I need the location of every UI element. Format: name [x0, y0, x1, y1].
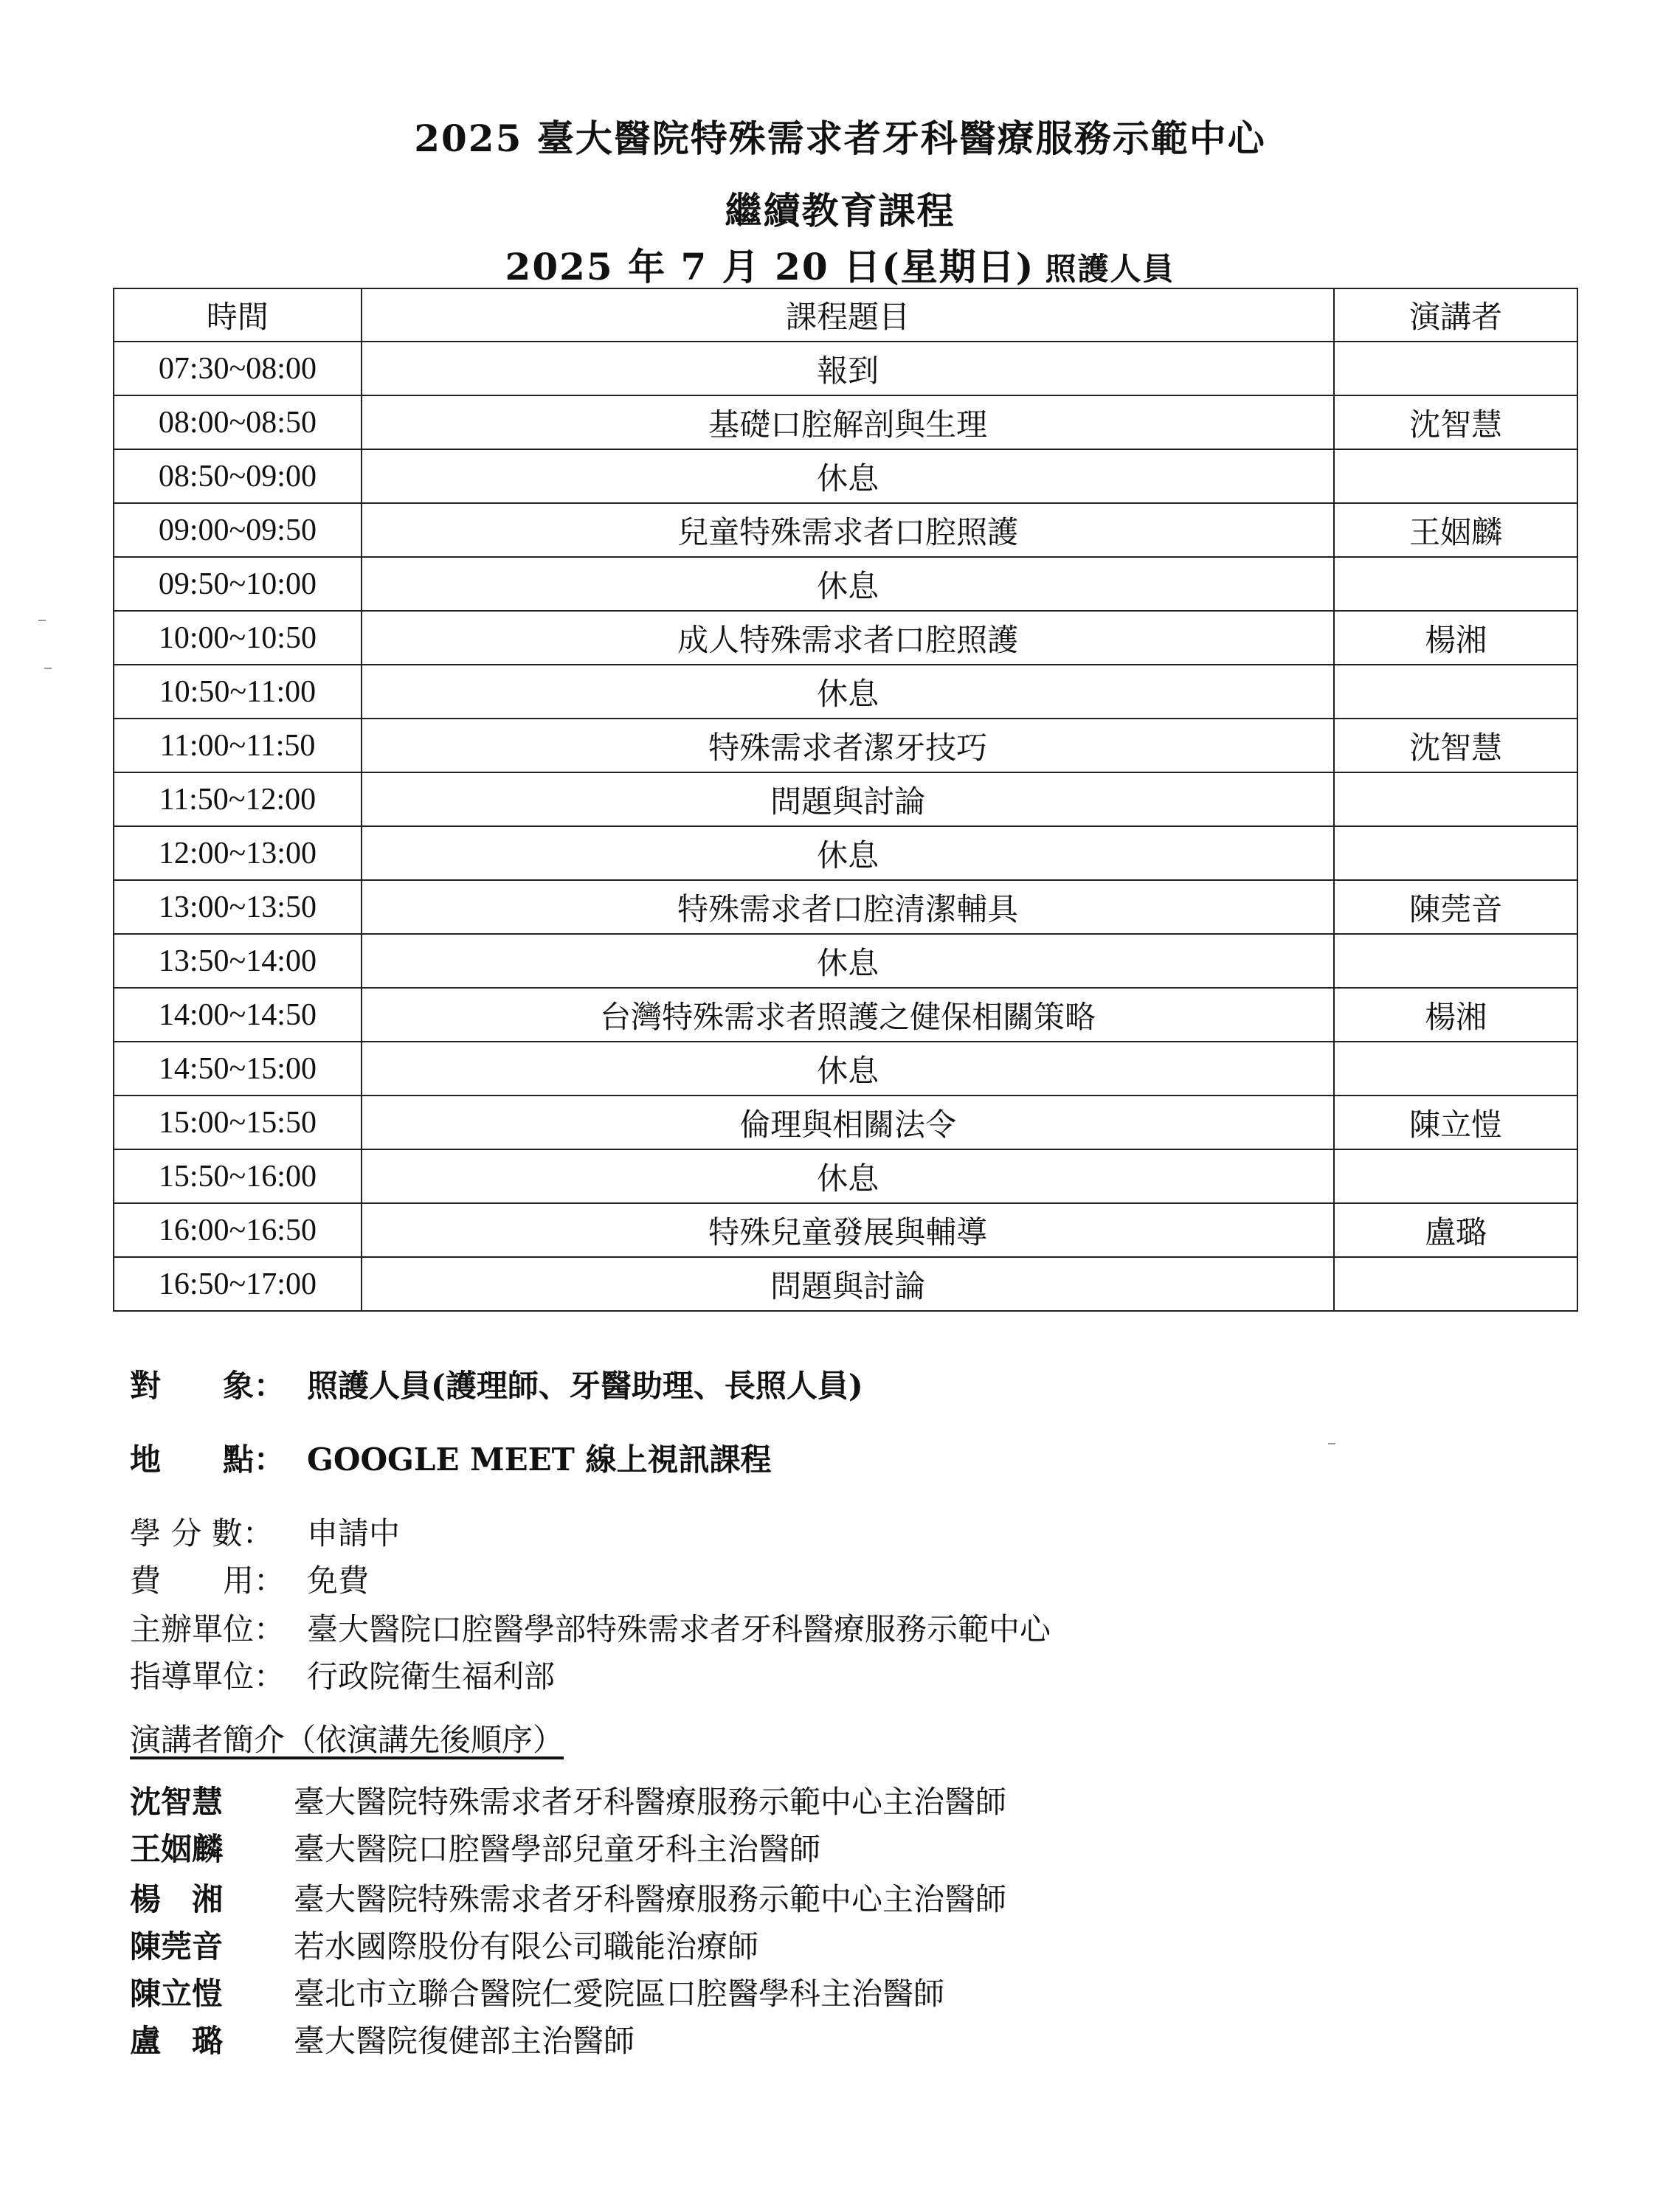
table-row [114, 772, 1577, 826]
cell-topic: 休息 [362, 1042, 1334, 1096]
audience-value: 照護人員(護理師、牙醫助理、長照人員) [307, 1368, 863, 1404]
cell-speaker: 楊湘 [1334, 611, 1577, 665]
cell-time: 14:50~15:00 [114, 1042, 362, 1096]
speaker-title: 臺大醫院特殊需求者牙科醫療服務示範中心主治醫師 [294, 1784, 1007, 1820]
cell-speaker [1334, 1042, 1577, 1096]
cell-topic: 休息 [362, 1149, 1334, 1203]
document-date-line [0, 238, 1680, 291]
cell-time: 10:50~11:00 [114, 665, 362, 719]
credits-label: 學 分 數： [130, 1515, 274, 1551]
scan-speck [38, 620, 46, 621]
table-row [114, 826, 1577, 880]
cell-speaker [1334, 934, 1577, 988]
fee-line [130, 1557, 369, 1601]
cell-time: 11:50~12:00 [114, 772, 362, 826]
table-row [114, 1096, 1577, 1149]
cell-time: 16:50~17:00 [114, 1257, 362, 1311]
table-row [114, 557, 1577, 611]
cell-speaker: 楊湘 [1334, 988, 1577, 1042]
header-time: 時間 [114, 288, 362, 342]
cell-speaker: 盧璐 [1334, 1203, 1577, 1257]
fee-value: 免費 [307, 1562, 370, 1599]
supervisor-label: 指導單位： [130, 1658, 286, 1695]
venue-value: GOOGLE MEET 線上視訊課程 [307, 1441, 772, 1478]
cell-time: 12:00~13:00 [114, 826, 362, 880]
cell-topic: 休息 [362, 826, 1334, 880]
cell-speaker [1334, 826, 1577, 880]
cell-topic: 休息 [362, 934, 1334, 988]
scan-speck [1328, 1443, 1335, 1444]
header-speaker: 演講者 [1334, 288, 1577, 342]
credits-line [130, 1509, 400, 1554]
venue-line [130, 1436, 771, 1480]
cell-time: 11:00~11:50 [114, 719, 362, 772]
speaker-entry [130, 1825, 820, 1869]
table-row [114, 1042, 1577, 1096]
table-row [114, 503, 1577, 557]
cell-time: 10:00~10:50 [114, 611, 362, 665]
speaker-entry [130, 1778, 1006, 1822]
table-row [114, 449, 1577, 503]
cell-time: 15:00~15:50 [114, 1096, 362, 1149]
table-row [114, 880, 1577, 934]
cell-topic: 問題與討論 [362, 772, 1334, 826]
cell-speaker: 陳莞音 [1334, 880, 1577, 934]
audience-line [130, 1362, 863, 1406]
cell-topic: 兒童特殊需求者口腔照護 [362, 503, 1334, 557]
cell-time: 13:00~13:50 [114, 880, 362, 934]
scan-speck [44, 668, 52, 669]
speaker-entry [130, 2017, 635, 2061]
schedule-header-row [114, 288, 1577, 342]
cell-speaker: 王姻麟 [1334, 503, 1577, 557]
cell-topic: 成人特殊需求者口腔照護 [362, 611, 1334, 665]
table-row [114, 395, 1577, 449]
cell-topic: 休息 [362, 665, 1334, 719]
audience-tag: 照護人員 [1045, 251, 1175, 287]
speaker-entry [130, 1970, 944, 2014]
speaker-name: 沈智慧 [130, 1784, 224, 1820]
cell-time: 08:00~08:50 [114, 395, 362, 449]
speaker-title: 臺大醫院特殊需求者牙科醫療服務示範中心主治醫師 [294, 1881, 1007, 1917]
cell-topic: 休息 [362, 449, 1334, 503]
header-topic: 課程題目 [362, 288, 1334, 342]
document-subtitle: 繼續教育課程 [725, 189, 955, 232]
cell-topic: 台灣特殊需求者照護之健保相關策略 [362, 988, 1334, 1042]
table-row [114, 1203, 1577, 1257]
document-title: 2025 臺大醫院特殊需求者牙科醫療服務示範中心 [414, 117, 1266, 160]
cell-time: 09:00~09:50 [114, 503, 362, 557]
table-row [114, 665, 1577, 719]
cell-speaker [1334, 557, 1577, 611]
fee-label: 費 用： [130, 1562, 286, 1599]
cell-topic: 倫理與相關法令 [362, 1096, 1334, 1149]
table-row [114, 611, 1577, 665]
table-row [114, 342, 1577, 395]
cell-speaker: 沈智慧 [1334, 395, 1577, 449]
table-row [114, 1149, 1577, 1203]
cell-time: 08:50~09:00 [114, 449, 362, 503]
cell-topic: 問題與討論 [362, 1257, 1334, 1311]
audience-label: 對 象： [130, 1368, 286, 1404]
cell-speaker [1334, 342, 1577, 395]
speaker-title: 臺北市立聯合醫院仁愛院區口腔醫學科主治醫師 [294, 1976, 945, 2012]
cell-topic: 特殊需求者口腔清潔輔具 [362, 880, 1334, 934]
cell-speaker [1334, 665, 1577, 719]
cell-time: 16:00~16:50 [114, 1203, 362, 1257]
table-row [114, 1257, 1577, 1311]
cell-topic: 休息 [362, 557, 1334, 611]
cell-time: 14:00~14:50 [114, 988, 362, 1042]
table-row [114, 719, 1577, 772]
credits-value: 申請中 [307, 1515, 401, 1551]
cell-time: 15:50~16:00 [114, 1149, 362, 1203]
cell-speaker [1334, 1257, 1577, 1311]
speaker-name: 盧 璐 [130, 2023, 224, 2059]
cell-speaker: 陳立愷 [1334, 1096, 1577, 1149]
schedule-table [113, 288, 1578, 1312]
cell-topic: 基礎口腔解剖與生理 [362, 395, 1334, 449]
speaker-name: 陳莞音 [130, 1928, 224, 1965]
cell-topic: 報到 [362, 342, 1334, 395]
venue-label: 地 點： [130, 1441, 286, 1478]
cell-speaker [1334, 449, 1577, 503]
speaker-title: 若水國際股份有限公司職能治療師 [294, 1928, 759, 1965]
cell-speaker: 沈智慧 [1334, 719, 1577, 772]
speaker-title: 臺大醫院口腔醫學部兒童牙科主治醫師 [294, 1831, 821, 1867]
cell-topic: 特殊兒童發展與輔導 [362, 1203, 1334, 1257]
cell-time: 09:50~10:00 [114, 557, 362, 611]
course-date: 2025 年 7 月 20 日(星期日) [505, 245, 1035, 288]
supervisor-value: 行政院衛生福利部 [307, 1658, 556, 1695]
speaker-entry [130, 1875, 1006, 1920]
speaker-title: 臺大醫院復健部主治醫師 [294, 2023, 635, 2059]
supervisor-line [130, 1652, 555, 1697]
organizer-value: 臺大醫院口腔醫學部特殊需求者牙科醫療服務示範中心 [307, 1611, 1051, 1647]
table-row [114, 988, 1577, 1042]
cell-speaker [1334, 1149, 1577, 1203]
cell-topic: 特殊需求者潔牙技巧 [362, 719, 1334, 772]
organizer-line [130, 1605, 1051, 1650]
cell-time: 13:50~14:00 [114, 934, 362, 988]
table-row [114, 934, 1577, 988]
organizer-label: 主辦單位： [130, 1611, 286, 1647]
speaker-entry [130, 1922, 758, 1967]
speaker-name: 楊 湘 [130, 1881, 224, 1917]
speaker-name: 陳立愷 [130, 1976, 224, 2012]
speakers-heading: 演講者簡介（依演講先後順序） [130, 1722, 564, 1758]
speaker-name: 王姻麟 [130, 1831, 224, 1867]
cell-time: 07:30~08:00 [114, 342, 362, 395]
cell-speaker [1334, 772, 1577, 826]
